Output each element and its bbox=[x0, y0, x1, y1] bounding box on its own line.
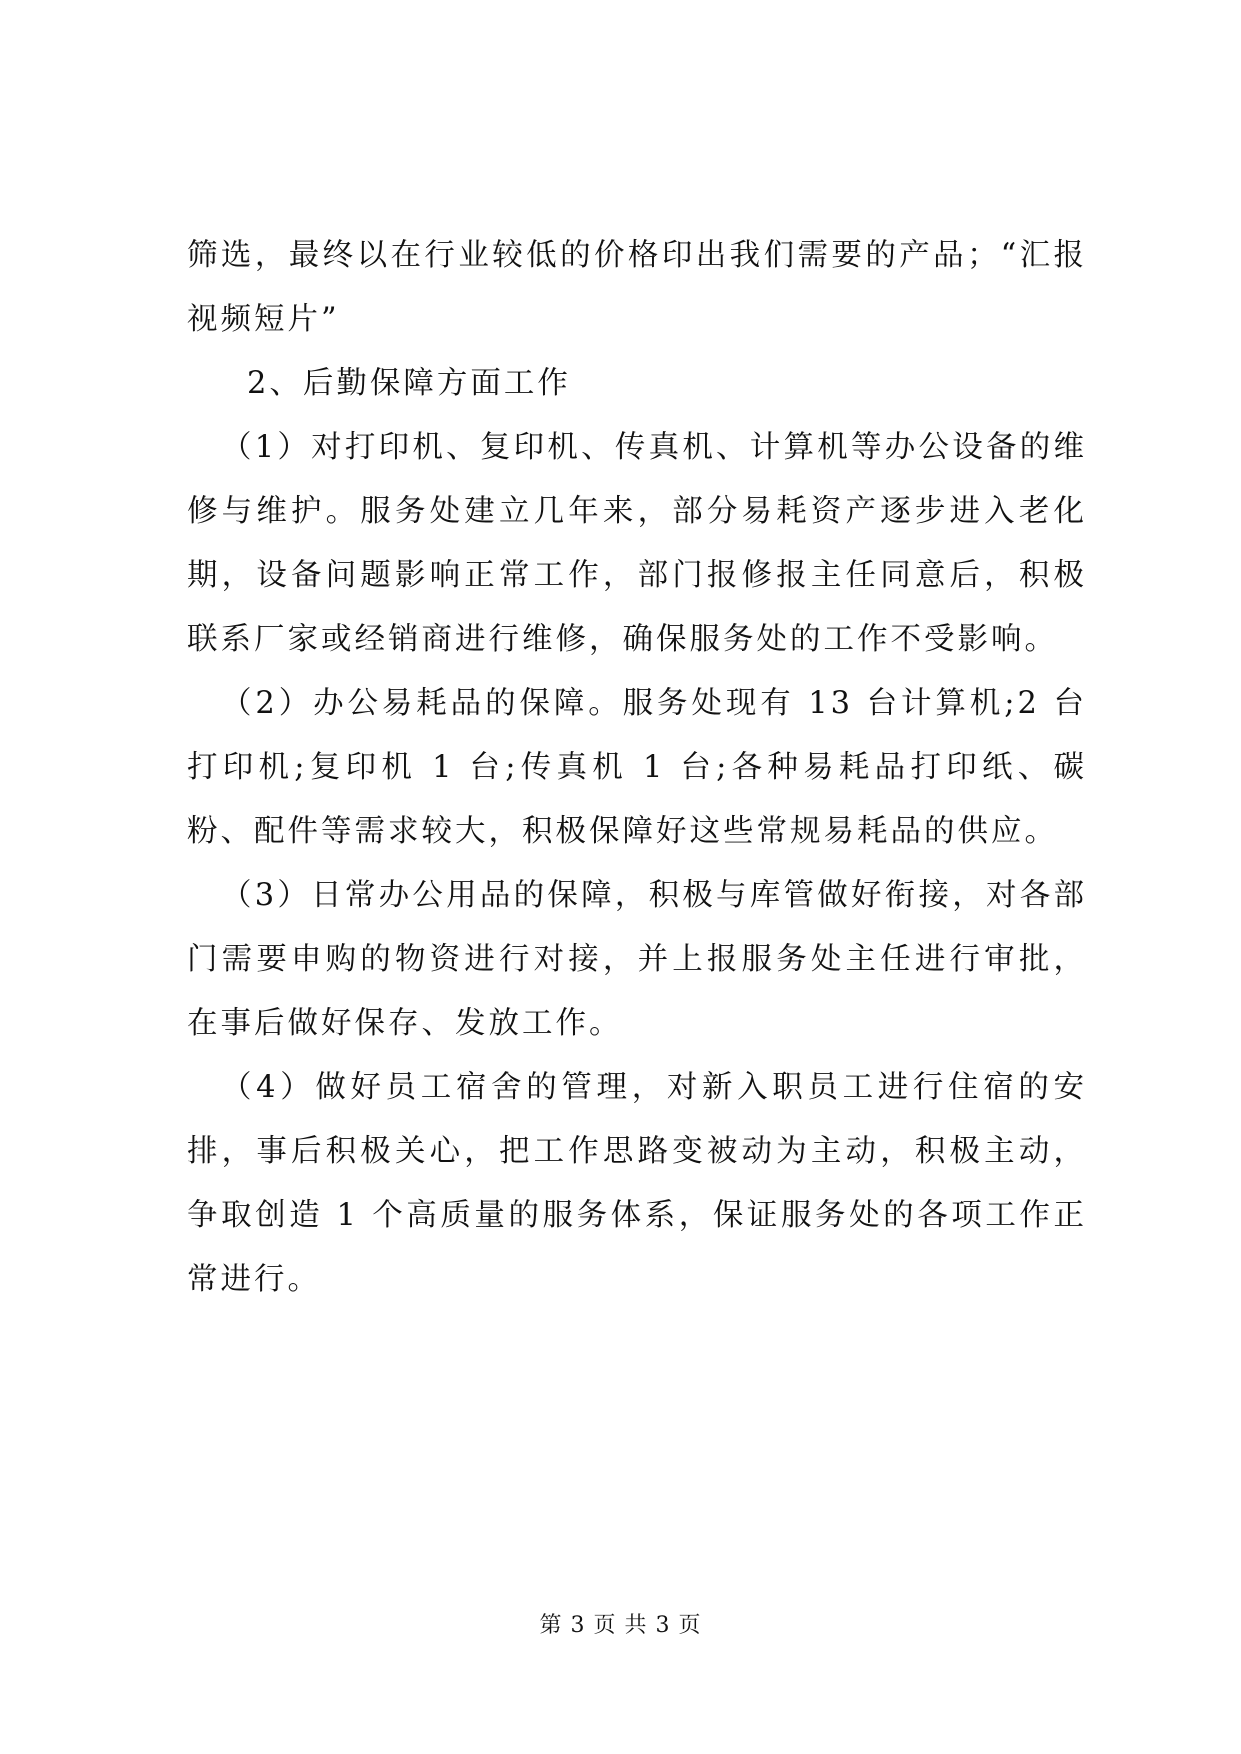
paragraph-item-2: （2）办公易耗品的保障。服务处现有 13 台计算机;2 台打印机;复印机 1 台;传真机 1 台;各种易耗品打印纸、碳粉、配件等需求较大，积极保障好这些常规易耗品的供应。 bbox=[187, 686, 1087, 849]
page-footer: 第 3 页 共 3 页 bbox=[539, 1613, 702, 1638]
paragraph-item-1: （1）对打印机、复印机、传真机、计算机等办公设备的维修与维护。服务处建立几年来，部分易耗资产逐步进入老化期，设备问题影响正常工作，部门报修报主任同意后，积极联系厂家或经销商进行维修，确保服务处的工作不受影响。 bbox=[187, 430, 1087, 657]
paragraph-continuation: 筛选，最终以在行业较低的价格印出我们需要的产品；“汇报视频短片” bbox=[187, 238, 1087, 337]
paragraph-item-3: （3）日常办公用品的保障，积极与库管做好衔接，对各部门需要申购的物资进行对接，并上报服务处主任进行审批，在事后做好保存、发放工作。 bbox=[187, 878, 1087, 1041]
paragraph-item-4: （4）做好员工宿舍的管理，对新入职员工进行住宿的安排，事后积极关心，把工作思路变被动为主动，积极主动，争取创造 1 个高质量的服务体系，保证服务处的各项工作正常进行。 bbox=[187, 1070, 1087, 1297]
section-heading: 2、后勤保障方面工作 bbox=[247, 366, 571, 401]
document-body bbox=[187, 224, 1087, 1312]
